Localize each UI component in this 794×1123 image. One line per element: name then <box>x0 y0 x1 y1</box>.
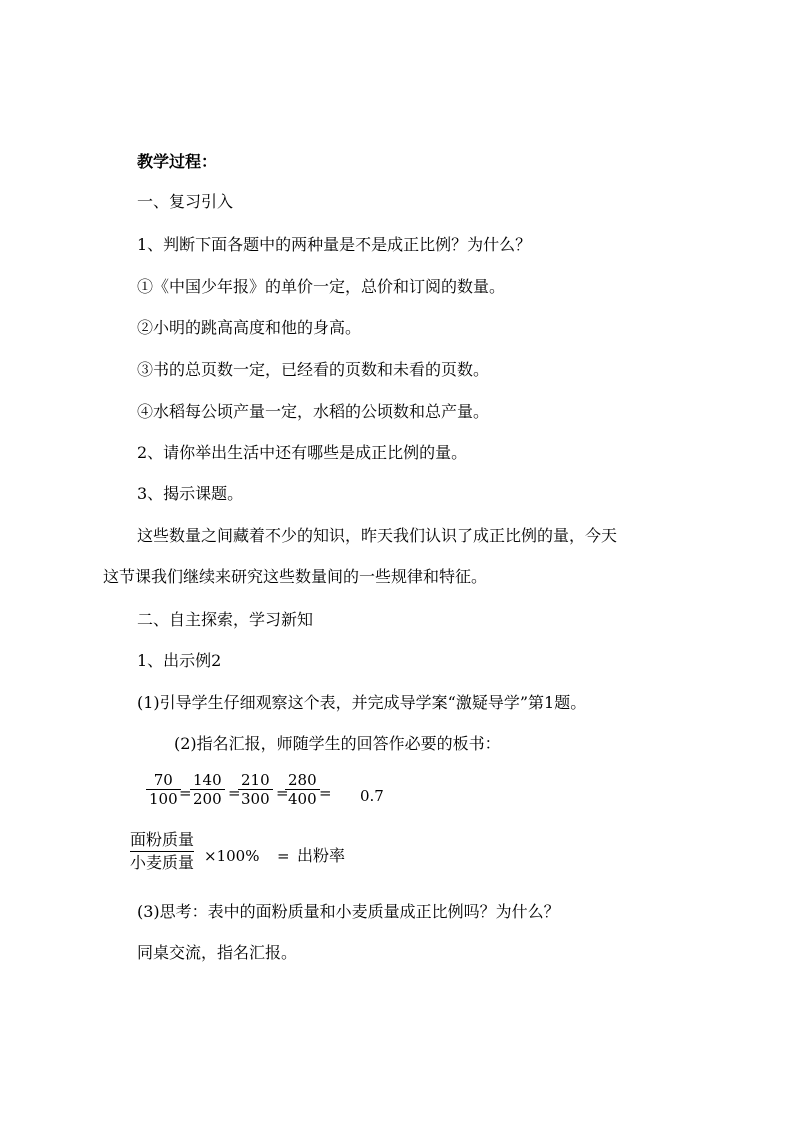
step-3: (3)思考：表中的面粉质量和小麦质量成正比例吗？为什么？ <box>137 902 560 921</box>
fraction-2-denominator: 200 <box>193 790 222 808</box>
fraction-2 <box>190 771 225 808</box>
fraction-3 <box>238 771 273 808</box>
equals-4: = <box>319 784 332 802</box>
fraction-bar <box>130 851 194 852</box>
fraction-1 <box>146 771 181 808</box>
fraction-2-numerator: 140 <box>193 771 222 789</box>
fraction-3-numerator: 210 <box>241 771 270 789</box>
paragraph-line-1: 这些数量之间藏着不少的知识，昨天我们认识了成正比例的量，今天 <box>137 526 618 545</box>
section-review: 一、复习引入 <box>137 192 234 211</box>
formula-times: ×100% <box>204 847 260 865</box>
ratio-value: 0.7 <box>360 787 384 805</box>
question-3: 3、揭示课题。 <box>137 484 244 503</box>
item-3: ③书的总页数一定，已经看的页数和未看的页数。 <box>137 360 490 379</box>
paragraph-line-2: 这节课我们继续来研究这些数量间的一些规律和特征。 <box>103 567 488 586</box>
formula-fraction <box>130 830 194 873</box>
fraction-3-denominator: 300 <box>241 790 270 808</box>
step-1: 1、出示例2 <box>137 651 222 670</box>
question-2: 2、请你举出生活中还有哪些是成正比例的量。 <box>137 443 468 462</box>
fraction-4-numerator: 280 <box>288 771 317 789</box>
item-2: ②小明的跳高高度和他的身高。 <box>137 318 362 337</box>
closing-line: 同桌交流，指名汇报。 <box>137 943 298 962</box>
step-1b: (2)指名汇报，师随学生的回答作必要的板书： <box>174 734 501 753</box>
formula-denominator: 小麦质量 <box>130 853 195 872</box>
section-explore: 二、自主探索，学习新知 <box>137 610 314 629</box>
question-1: 1、判断下面各题中的两种量是不是成正比例？为什么？ <box>137 235 532 254</box>
formula-equals: = <box>277 847 290 865</box>
step-1a: (1)引导学生仔细观察这个表，并完成导学案“激疑导学”第1题。 <box>137 693 587 712</box>
item-1: ①《中国少年报》的单价一定，总价和订阅的数量。 <box>137 277 506 296</box>
fraction-1-numerator: 70 <box>153 771 173 789</box>
formula-result: 出粉率 <box>297 846 346 865</box>
item-4: ④水稻每公顷产量一定，水稻的公顷数和总产量。 <box>137 402 490 421</box>
formula-numerator: 面粉质量 <box>130 830 195 849</box>
fraction-4-denominator: 400 <box>288 790 317 808</box>
lesson-heading: 教学过程： <box>137 152 218 171</box>
fraction-1-denominator: 100 <box>149 790 178 808</box>
equals-1: = <box>179 784 192 802</box>
equals-2: = <box>228 784 241 802</box>
fraction-4 <box>285 771 320 808</box>
equals-3: = <box>276 784 289 802</box>
